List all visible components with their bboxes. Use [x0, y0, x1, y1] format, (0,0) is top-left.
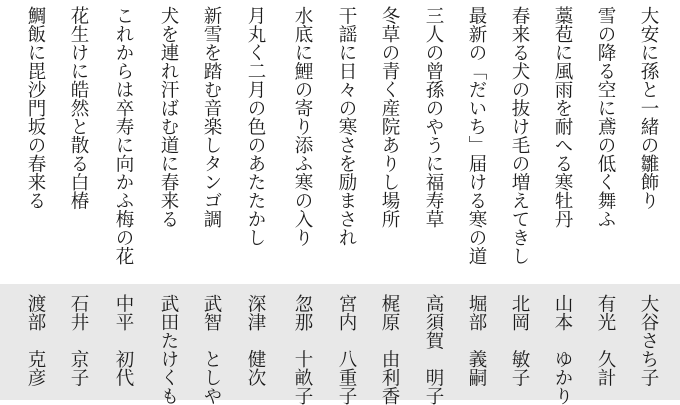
author-name: 大谷さち子 [638, 294, 659, 387]
haiku-text: 鯛飯に毘沙門坂の春来る [25, 6, 46, 210]
author-column-11 [196, 294, 226, 405]
haiku-text: 花生けに皓然と散る白椿 [68, 6, 89, 210]
author-column-9 [287, 294, 317, 405]
author-column-14 [63, 294, 93, 387]
haiku-text: 藁苞に風雨を耐へる寒牡丹 [552, 6, 573, 228]
author-column-6 [418, 294, 448, 405]
haiku-column-5 [461, 6, 491, 265]
haiku-column-8 [331, 6, 361, 247]
author-column-12 [153, 294, 183, 405]
haiku-text: 大安に孫と一緒の雛飾り [638, 6, 659, 210]
author-name: 深津 健次 [245, 294, 266, 387]
author-name: 中平 初代 [113, 294, 134, 387]
author-column-8 [331, 294, 361, 405]
haiku-text: 最新の「だいち」届ける寒の道 [466, 6, 487, 265]
author-column-13 [108, 294, 138, 387]
author-name: 宮内 八重子 [336, 294, 357, 405]
author-name: 高須賀 明子 [423, 294, 444, 405]
haiku-column-11 [196, 6, 226, 228]
author-column-15 [20, 294, 50, 387]
haiku-text: これからは卒寿に向かふ梅の花 [113, 6, 134, 265]
haiku-text: 雪の降る空に鳶の低く舞ふ [595, 6, 616, 228]
haiku-column-4 [504, 6, 534, 265]
author-name: 北岡 敏子 [509, 294, 530, 387]
author-name: 梶原 由利香 [379, 294, 400, 405]
haiku-column-2 [590, 6, 620, 228]
haiku-text: 新雪を踏む音楽しタンゴ調 [201, 6, 222, 228]
author-name: 武智 としや [201, 294, 222, 405]
haiku-text: 三人の曾孫のやうに福寿草 [423, 6, 444, 228]
author-name: 堀部 義嗣 [466, 294, 487, 387]
haiku-text: 水底に鯉の寄り添ふ寒の入り [292, 6, 313, 247]
haiku-column-7 [374, 6, 404, 228]
author-column-3 [547, 294, 577, 405]
author-name: 忽那 十畝子 [292, 294, 313, 405]
author-name: 山本 ゆかり [552, 294, 573, 405]
haiku-column-14 [63, 6, 93, 210]
author-column-2 [590, 294, 620, 387]
haiku-column-6 [418, 6, 448, 228]
author-column-7 [374, 294, 404, 405]
author-name: 武田たけくも [158, 294, 179, 405]
haiku-column-15 [20, 6, 50, 210]
author-name: 石井 京子 [68, 294, 89, 387]
haiku-column-13 [108, 6, 138, 265]
haiku-column-9 [287, 6, 317, 247]
author-name: 有光 久計 [595, 294, 616, 387]
haiku-column-3 [547, 6, 577, 228]
author-column-4 [504, 294, 534, 387]
haiku-text: 犬を連れ汗ばむ道に春来る [158, 6, 179, 228]
haiku-text: 干謡に日々の寒さを励まされ [336, 6, 357, 247]
haiku-column-10 [240, 6, 270, 247]
haiku-column-12 [153, 6, 183, 228]
author-column-10 [240, 294, 270, 387]
haiku-text: 月丸く二月の色のあたたかし [245, 6, 266, 247]
haiku-text: 冬草の青く産院ありし場所 [379, 6, 400, 228]
haiku-text: 春来る犬の抜け毛の増えてきし [509, 6, 530, 265]
author-column-1 [633, 294, 663, 387]
haiku-column-1 [633, 6, 663, 210]
author-name: 渡部 克彦 [25, 294, 46, 387]
author-column-5 [461, 294, 491, 387]
